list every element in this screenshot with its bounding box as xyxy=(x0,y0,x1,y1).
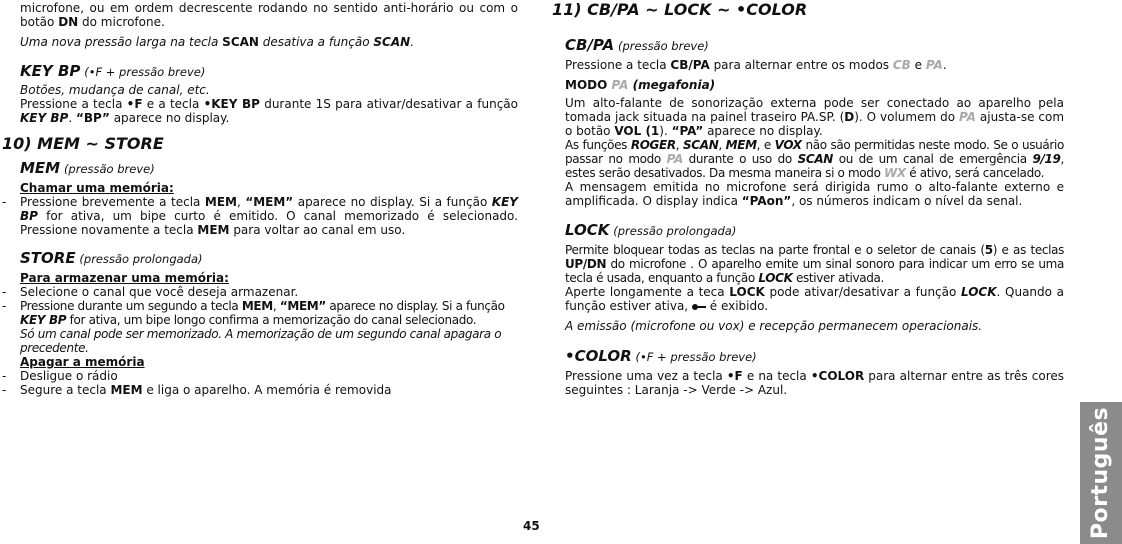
lock-paragraph-2: Aperte longamente a teca LOCK pode ativar/desativar a função LOCK. Quando a função estiver ativa, é exibido. xyxy=(565,285,1064,313)
keybp-subtitle: Botões, mudança de canal, etc. xyxy=(20,83,210,97)
language-tab-label: Português xyxy=(1088,406,1113,540)
mem-call-label: Chamar uma memória: xyxy=(20,181,174,195)
keybp-paragraph: Pressione a tecla •F e a tecla •KEY BP durante 1S para ativar/desativar a função KEY BP. “BP” aparece no display. xyxy=(20,97,518,125)
erase-step-2: - Segure a tecla MEM e liga o aparelho. A memória é removida xyxy=(2,383,518,397)
page-number: 45 xyxy=(523,519,540,533)
functions-paragraph: As funções ROGER, SCAN, MEM, e VOX não são permitidas neste modo. Se o usuário passar no modo PA durante o uso do SCAN ou de um canal de emergência 9/19, estes serão desativados. Da mesma maneira si o modo WX é ativo, será cancelado. xyxy=(565,138,1064,180)
mem-step-1: - Pressione brevemente a tecla MEM, “MEM” aparece no display. Si a função KEY BP for ativa, um bipe curto é emitido. O canal memorizado é selecionado. Pressione novamente a tecla MEM para voltar ao canal em uso. xyxy=(2,195,518,237)
lock-paragraph-1: Permite bloquear todas as teclas na parte frontal e o seletor de canais (5) e as teclas UP/DN do microfone . O aparelho emite um sinal sonoro para indicar um erro se uma tecla é usada, enquanto a função LOCK estiver ativada. xyxy=(565,243,1064,285)
intro-paragraph: microfone, ou em ordem decrescente rodando no sentido anti-horário ou com o botão DN do microfone. xyxy=(20,1,518,29)
modo-pa-heading: MODO PA (megafonia) xyxy=(565,78,716,92)
section-10-title: 10) MEM ~ STORE xyxy=(2,134,164,153)
language-tab xyxy=(1080,402,1122,544)
color-paragraph: Pressione uma vez a tecla •F e na tecla •COLOR para alternar entre as três cores seguintes : Laranja -> Verde -> Azul. xyxy=(565,369,1064,397)
store-step-2: - Pressione durante um segundo a tecla MEM, “MEM” aparece no display. Si a função KEY BP for ativa, um bipe longo confirma a memorização do canal selecionado. xyxy=(2,299,518,327)
erase-step-1: - Desligue o rádio xyxy=(2,369,518,383)
modo-pa-paragraph: Um alto-falante de sonorização externa pode ser conectado ao aparelho pela tomada jack situada na painel traseiro PA.SP. (D). O volumem do PA ajusta-se com o botão VOL (1). “PA” aparece no display. xyxy=(565,96,1065,138)
store-step-1: - Selecione o canal que você deseja armazenar. xyxy=(2,285,518,299)
mem-heading: MEM (pressão breve) xyxy=(20,159,155,177)
erase-label: Apagar a memória xyxy=(20,355,145,369)
keybp-heading: KEY BP (•F + pressão breve) xyxy=(20,62,206,80)
cbpa-paragraph: Pressione a tecla CB/PA para alternar entre os modos CB e PA. xyxy=(565,58,947,72)
store-note: Só um canal pode ser memorizado. A memorização de um segundo canal apagara o precedente. xyxy=(20,327,502,355)
color-heading: •COLOR (•F + pressão breve) xyxy=(565,347,757,365)
cbpa-heading: CB/PA (pressão breve) xyxy=(565,36,709,54)
store-call-label: Para armazenar uma memória: xyxy=(20,271,229,285)
left-column xyxy=(2,0,518,397)
lock-heading: LOCK (pressão prolongada) xyxy=(565,221,737,239)
section-11-title: 11) CB/PA ~ LOCK ~ •COLOR xyxy=(552,0,808,19)
message-paragraph: A mensagem emitida no microfone será dirigida rumo o alto-falante externo e amplificada. O display indica “PAon”, os números indicam o nível da senal. xyxy=(565,180,1064,208)
lock-note: A emissão (microfone ou vox) e recepção permanecem operacionais. xyxy=(565,319,983,333)
store-heading: STORE (pressão prolongada) xyxy=(20,249,203,267)
right-column xyxy=(552,0,1064,397)
key-lock-icon xyxy=(692,304,706,310)
scan-note: Uma nova pressão larga na tecla SCAN desativa a função SCAN. xyxy=(20,35,415,49)
